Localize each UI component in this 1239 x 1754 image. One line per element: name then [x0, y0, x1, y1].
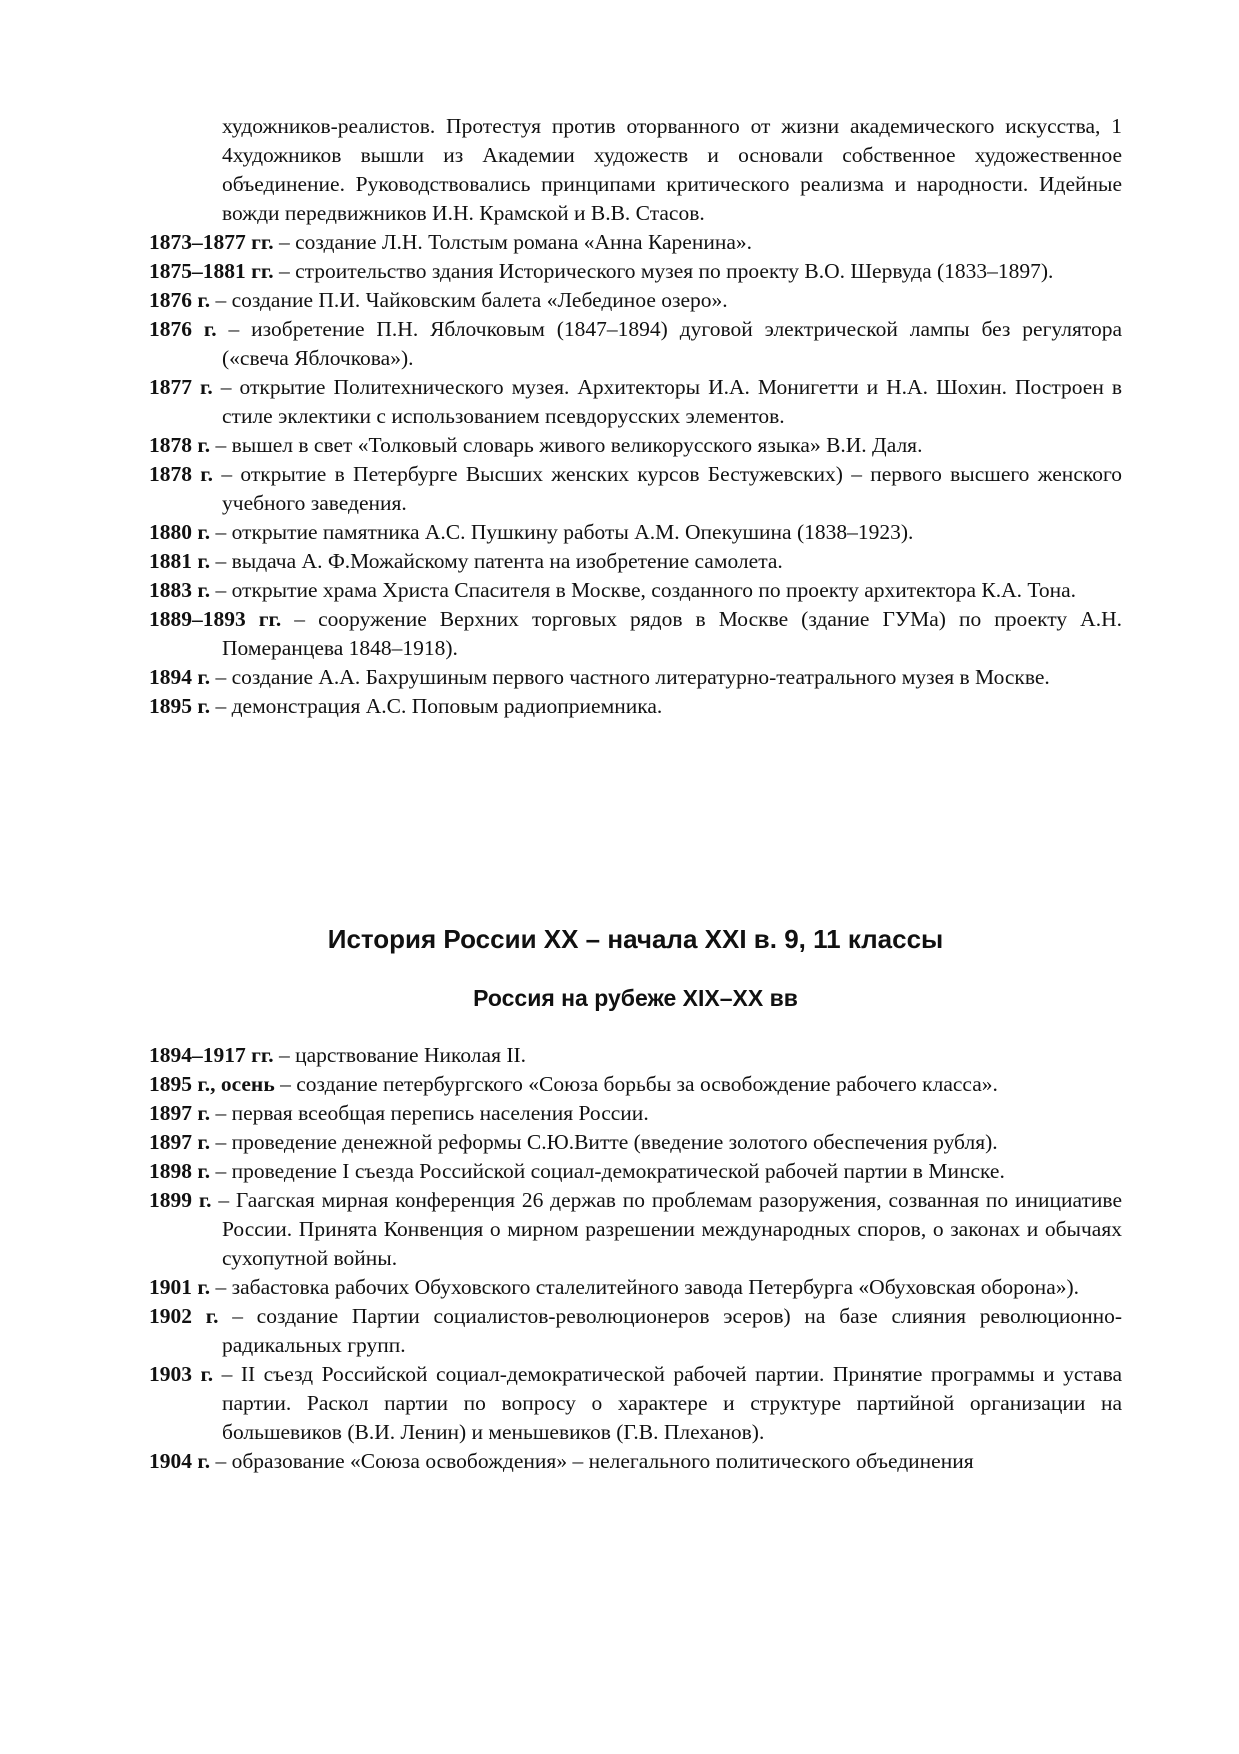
- chronology-entry: [149, 373, 1122, 431]
- chronology-part1: [149, 112, 1122, 721]
- chronology-entry: [149, 1099, 1122, 1128]
- chronology-entry: [149, 1186, 1122, 1273]
- entry-list-part2: [149, 1041, 1122, 1476]
- entry-text: – II съезд Российской социал-демократической рабочей партии. Принятие программы и устава партии. Раскол партии по вопросу о характере и структуре партийной организации на большевиков (В.И. Ленин) и меньшевиков (Г.В. Плеханов).: [213, 1362, 1122, 1444]
- section-title: История России XX – начала XXI в. 9, 11 классы: [327, 924, 944, 954]
- entry-date: 1899 г.: [149, 1188, 212, 1212]
- entry-text: – образование «Союза освобождения» – нелегального политического объединения: [210, 1449, 974, 1473]
- entry-text: – вышел в свет «Толковый словарь живого великорусского языка» В.И. Даля.: [210, 433, 923, 457]
- entry-date: 1881 г.: [149, 549, 211, 573]
- entry-date: 1876 г.: [149, 288, 211, 312]
- intro-continuation: художников-реалистов. Протестуя против оторванного от жизни академического искусства, 1 4художников вышли из Академии художеств и основали собственное художественное объединение. Руководствовались принципами критического реализма и народности. Идейные вожди передвижников И.Н. Крамской и В.В. Стасов.: [222, 114, 1122, 225]
- chronology-entry: [149, 431, 1122, 460]
- chronology-entry: [149, 1273, 1122, 1302]
- entry-text: – сооружение Верхних торговых рядов в Москве (здание ГУМа) по проекту А.Н. Померанцева 1848–1918).: [222, 607, 1122, 660]
- entry-date: 1902 г.: [149, 1304, 219, 1328]
- entry-text: – создание Л.Н. Толстым романа «Анна Каренина».: [273, 230, 753, 254]
- chronology-entry: [149, 1447, 1122, 1476]
- entry-date: 1883 г.: [149, 578, 211, 602]
- entry-date: 1889–1893 гг.: [149, 607, 282, 631]
- entry-date: 1878 г.: [149, 433, 211, 457]
- entry-text: – открытие храма Христа Спасителя в Москве, созданного по проекту архитектора К.А. Тона.: [210, 578, 1077, 602]
- chronology-entry: [149, 576, 1122, 605]
- entry-text: – создание П.И. Чайковским балета «Лебединое озеро».: [210, 288, 728, 312]
- entry-text: – проведение I съезда Российской социал-демократической рабочей партии в Минске.: [210, 1159, 1005, 1183]
- entry-text: – создание петербургского «Союза борьбы за освобождение рабочего класса».: [274, 1072, 998, 1096]
- entry-text: – забастовка рабочих Обуховского сталелитейного завода Петербурга «Обуховская оборона»).: [210, 1275, 1080, 1299]
- entry-date: 1876 г.: [149, 317, 217, 341]
- entry-text: – изобретение П.Н. Яблочковым (1847–1894) дуговой электрической лампы без регулятора («свеча Яблочкова»).: [216, 317, 1122, 370]
- entry-text: – открытие Политехнического музея. Архитекторы И.А. Монигетти и Н.А. Шохин. Построен в стиле эклектики с использованием псевдорусских элементов.: [212, 375, 1122, 428]
- chronology-entry: [149, 1302, 1122, 1360]
- chronology-entry: [149, 518, 1122, 547]
- entry-date: 1901 г.: [149, 1275, 211, 1299]
- chronology-entry: [149, 257, 1122, 286]
- entry-date: 1895 г., осень: [149, 1072, 275, 1096]
- entry-text: – первая всеобщая перепись населения России.: [210, 1101, 649, 1125]
- subsection-title: Россия на рубеже XIX–XX вв: [473, 985, 798, 1011]
- chronology-entry: [149, 1070, 1122, 1099]
- entry-date: 1895 г.: [149, 694, 211, 718]
- chronology-entry: [149, 692, 1122, 721]
- entry-date: 1897 г.: [149, 1130, 211, 1154]
- entry-text: – открытие в Петербурге Высших женских курсов Бестужевских) – первого высшего женского учебного заведения.: [213, 462, 1122, 515]
- entry-text: – создание Партии социалистов-революционеров эсеров) на базе слияния революционно-радикальных групп.: [218, 1304, 1122, 1357]
- chronology-entry: [149, 286, 1122, 315]
- entry-text: – Гаагская мирная конференция 26 держав по проблемам разоружения, созванная по инициативе России. Принята Конвенция о мирном разрешении международных споров, о законах и обычаях сухопутной войны.: [211, 1188, 1122, 1270]
- entry-date: 1904 г.: [149, 1449, 211, 1473]
- entry-text: – строительство здания Исторического музея по проекту В.О. Шервуда (1833–1897).: [273, 259, 1054, 283]
- chronology-entry: [149, 1157, 1122, 1186]
- entry-date: 1903 г.: [149, 1362, 214, 1386]
- entry-text: – открытие памятника А.С. Пушкину работы А.М. Опекушина (1838–1923).: [210, 520, 914, 544]
- chronology-entry: [149, 1360, 1122, 1447]
- chronology-part2: [149, 1041, 1122, 1476]
- chronology-entry: [149, 315, 1122, 373]
- entry-text: – выдача А. Ф.Можайскому патента на изобретение самолета.: [210, 549, 783, 573]
- entry-text: – демонстрация А.С. Поповым радиоприемника.: [210, 694, 663, 718]
- entry-date: 1894 г.: [149, 665, 211, 689]
- chronology-entry: [149, 605, 1122, 663]
- chronology-entry: [149, 460, 1122, 518]
- entry-date: 1875–1881 гг.: [149, 259, 274, 283]
- chronology-entry: [149, 1041, 1122, 1070]
- entry-date: 1873–1877 гг.: [149, 230, 274, 254]
- entry-date: 1877 г.: [149, 375, 213, 399]
- chronology-entry: [149, 663, 1122, 692]
- entry-date: 1880 г.: [149, 520, 211, 544]
- entry-text: – проведение денежной реформы С.Ю.Витте (введение золотого обеспечения рубля).: [210, 1130, 998, 1154]
- entry-date: 1878 г.: [149, 462, 214, 486]
- chronology-entry: [149, 547, 1122, 576]
- entry-date: 1898 г.: [149, 1159, 211, 1183]
- entry-text: – царствование Николая II.: [273, 1043, 527, 1067]
- entry-date: 1894–1917 гг.: [149, 1043, 274, 1067]
- entry-text: – создание А.А. Бахрушиным первого частного литературно-театрального музея в Москве.: [210, 665, 1050, 689]
- entry-date: 1897 г.: [149, 1101, 211, 1125]
- chronology-entry: [149, 228, 1122, 257]
- chronology-entry: [149, 1128, 1122, 1157]
- entry-list-part1: [149, 228, 1122, 721]
